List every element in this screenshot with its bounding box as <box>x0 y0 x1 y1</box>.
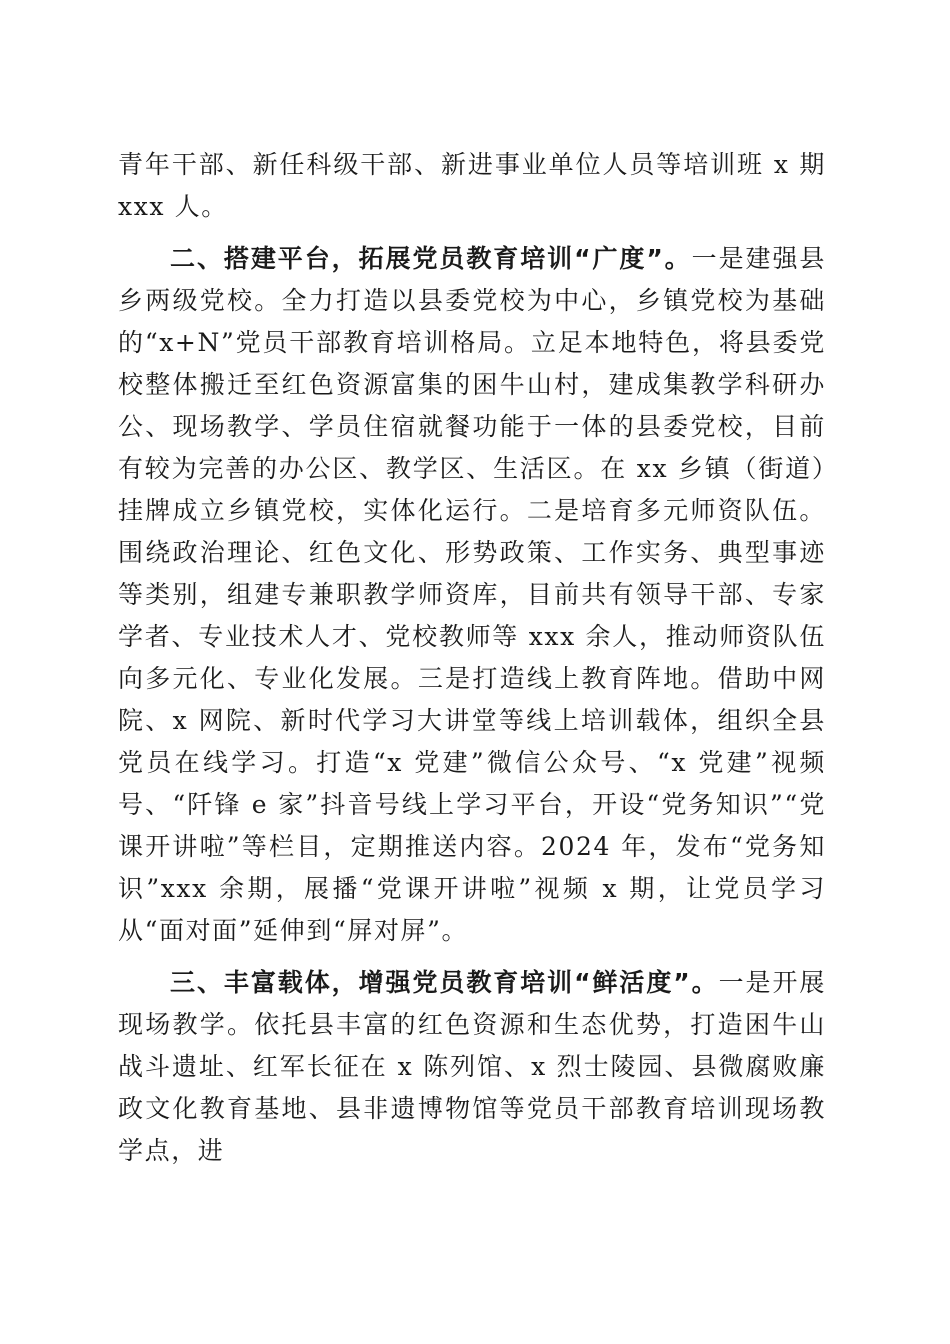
document-body <box>118 144 826 1172</box>
paragraph-section-three <box>118 962 826 1172</box>
paragraph-section-two <box>118 238 826 952</box>
paragraph-continuation <box>118 144 826 228</box>
section-two-body-text: 一是建强县乡两级党校。全力打造以县委党校为中心，乡镇党校为基础的“x+N”党员干部教育培训格局。立足本地特色，将县委党校整体搬迁至红色资源富集的困牛山村，建成集教学科研办公、现场教学、学员住宿就餐功能于一体的县委党校，目前有较为完善的办公区、教学区、生活区。在 xx 乡镇（街道）挂牌成立乡镇党校，实体化运行。二是培育多元师资队伍。围绕政治理论、红色文化、形势政策、工作实务、典型事迹等类别，组建专兼职教学师资库，目前共有领导干部、专家学者、专业技术人才、党校教师等 xxx 余人，推动师资队伍向多元化、专业化发展。三是打造线上教育阵地。借助中网院、x 网院、新时代学习大讲堂等线上培训载体，组织全县党员在线学习。打造“x 党建”微信公众号、“x 党建”视频号、“阡锋 e 家”抖音号线上学习平台，开设“党务知识”“党课开讲啦”等栏目，定期推送内容。2024 年，发布“党务知识”xxx 余期，展播“党课开讲啦”视频 x 期，让党员学习从“面对面”延伸到“屏对屏”。 <box>118 244 826 945</box>
section-three-heading: 三、丰富载体，增强党员教育培训“鲜活度”。 <box>170 968 719 997</box>
section-two-heading: 二、搭建平台，拓展党员教育培训“广度”。 <box>170 244 692 273</box>
section-three-body-text: 一是开展现场教学。依托县丰富的红色资源和生态优势，打造困牛山战斗遗址、红军长征在 x 陈列馆、x 烈士陵园、县微腐败廉政文化教育基地、县非遗博物馆等党员干部教育培训现场教学点，进 <box>118 968 826 1165</box>
paragraph-body-text: 青年干部、新任科级干部、新进事业单位人员等培训班 x 期 xxx 人。 <box>118 150 826 221</box>
